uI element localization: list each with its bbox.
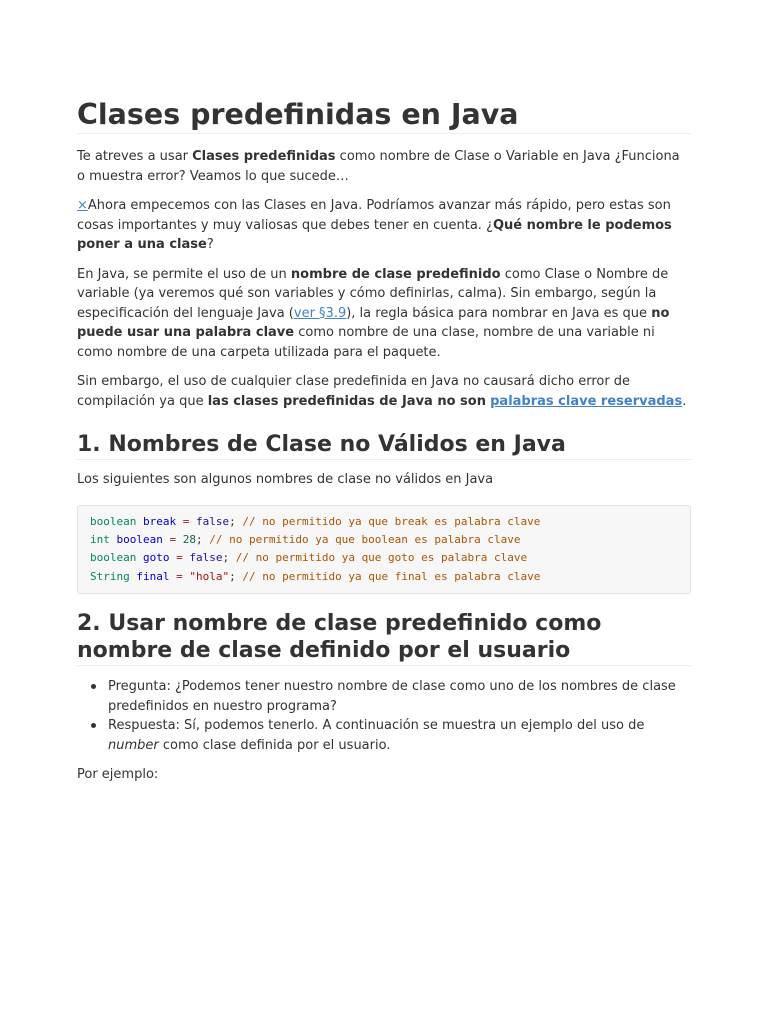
bullet-icon — [91, 684, 96, 689]
code-comment: // no permitido ya que final es palabra clave — [242, 569, 541, 583]
code-type: int — [90, 532, 110, 546]
code-operator: = — [182, 514, 190, 528]
code-comment: // no permitido ya que boolean es palabra clave — [209, 532, 521, 546]
reserved-keywords-link[interactable]: palabras clave reservadas — [490, 393, 683, 409]
example-label: Por ejemplo: — [77, 767, 159, 783]
code-type: boolean — [90, 551, 137, 565]
code-type: boolean — [90, 514, 137, 528]
section-1-text: Los siguientes son algunos nombres de clase no válidos en Java — [77, 472, 494, 487]
qa-list — [77, 677, 691, 755]
code-operator: = — [176, 569, 183, 583]
close-mark-link[interactable]: × — [77, 198, 88, 213]
intro-bold: Clases predefinidas — [192, 149, 336, 164]
paragraph-regla: En Java, se permite el uso de un nombre de clase predefinido como Clase o Nombre de variable (ya veremos qué son variables y cómo definirlas, calma). Sin embargo, según la especificación del lenguaje Java (ver §3.9), la regla básica para nombrar en Java es que no puede usar una palabra clave como nombre de una clase, nombre de una variable ni como nombre de una carpeta utilizada para el paquete. — [77, 266, 670, 360]
code-line: String final = "hola"; // no permitido ya que final es palabra clave — [90, 569, 541, 583]
code-comment: // no permitido ya que goto es palabra clave — [235, 551, 528, 565]
paragraph-clases: ×Ahora empecemos con las Clases en Java. Podríamos avanzar más rápido, pero estas son cosas importantes y muy valiosas que debes tener en cuenta. ¿Qué nombre le podemos poner a una clase? — [77, 198, 672, 252]
bullet-icon — [91, 723, 96, 728]
page-title: Clases predefinidas en Java — [77, 96, 691, 134]
section-1-heading: 1. Nombres de Clase no Válidos en Java — [77, 431, 691, 460]
spec-link[interactable]: ver §3.9 — [293, 305, 347, 321]
code-identifier: break — [142, 514, 177, 528]
code-value: "hola" — [189, 569, 230, 583]
code-line: boolean goto = false; // no permitido ya que goto es palabra clave — [90, 551, 528, 565]
code-comment: // no permitido ya que break es palabra clave — [242, 514, 541, 528]
code-identifier: final — [136, 569, 170, 583]
code-value: 28 — [182, 532, 196, 546]
code-value: false — [195, 514, 230, 528]
code-line: int boolean = 28; // no permitido ya que boolean es palabra clave — [90, 532, 521, 546]
list-item-question: Pregunta: ¿Podemos tener nuestro nombre de clase como uno de los nombres de clase predefinidos en nuestro programa? — [108, 677, 691, 716]
intro-paragraph: Te atreves a usar Clases predefinidas como nombre de Clase o Variable en Java ¿Funciona o muestra error? Veamos lo que sucede… — [77, 149, 680, 184]
code-block — [77, 505, 691, 595]
code-line: boolean break = false; // no permitido ya que break es palabra clave — [90, 514, 541, 528]
article — [77, 96, 691, 785]
question-bold: Qué nombre le podemos poner a una clase — [77, 217, 672, 252]
code-identifier: boolean — [116, 532, 163, 546]
code-operator: = — [176, 551, 183, 565]
code-operator: = — [169, 532, 177, 546]
paragraph-sin-embargo: Sin embargo, el uso de cualquier clase predefinida en Java no causará dicho error de compilación ya que las clases predefinidas de Java no son palabras clave reservadas. — [77, 374, 687, 409]
code-identifier: goto — [142, 551, 170, 565]
code-value: false — [189, 551, 223, 565]
section-2-heading: 2. Usar nombre de clase predefinido como nombre de clase definido por el usuario — [77, 610, 691, 666]
list-item-answer: Respuesta: Sí, podemos tenerlo. A continuación se muestra un ejemplo del uso de number como clase definida por el usuario. — [108, 716, 691, 755]
code-type: String — [90, 569, 130, 583]
